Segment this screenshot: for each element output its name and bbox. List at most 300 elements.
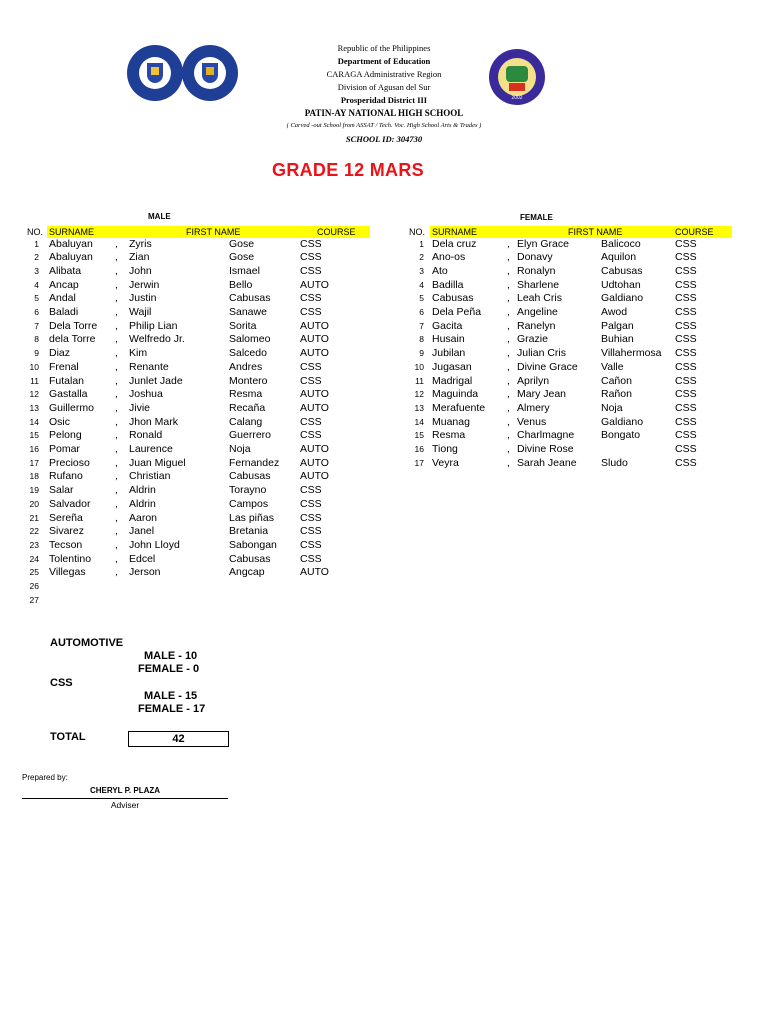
cell-no: 9: [34, 348, 39, 359]
cell-first: Laurence: [129, 443, 173, 455]
cell-comma: ,: [507, 292, 510, 305]
table-row: [0, 265, 768, 279]
cell-middle: Resma: [229, 388, 263, 401]
cell-comma: ,: [507, 264, 510, 277]
adviser-role: Adviser: [110, 800, 140, 810]
cell-course: CSS: [300, 292, 322, 305]
cell-surname: Muanag: [432, 415, 470, 428]
cell-first: Wajil: [129, 306, 152, 318]
cell-course: AUTO: [300, 333, 329, 346]
cell-middle: Cabusas: [229, 292, 271, 305]
cell-surname: Guillermo: [49, 401, 94, 414]
cell-first: Kim: [129, 347, 148, 360]
cell-middle: Sludo: [601, 456, 628, 469]
cell-middle: Gose: [229, 251, 255, 264]
cell-no: 11: [30, 375, 39, 386]
cell-course: CSS: [300, 360, 322, 373]
cell-first: Joshua: [129, 388, 163, 401]
cell-course: CSS: [675, 456, 697, 469]
cell-course: CSS: [300, 525, 322, 538]
cell-first: Aprilyn: [517, 374, 550, 387]
cell-course: CSS: [300, 374, 322, 387]
cell-middle: Galdiano: [601, 292, 644, 305]
cell-course: AUTO: [300, 347, 329, 360]
female-col-first-name: FIRST NAME: [568, 227, 623, 237]
summary-auto-female: FEMALE - 0: [138, 663, 200, 675]
cell-comma: ,: [507, 251, 510, 264]
header-republic: Republic of the Philippines: [337, 43, 431, 53]
cell-first: Elyn Grace: [517, 237, 569, 250]
cell-first: Jhon Mark: [129, 415, 179, 428]
cell-comma: ,: [115, 264, 118, 277]
cell-comma: ,: [115, 484, 118, 497]
cell-surname: Jubilan: [432, 347, 466, 360]
cell-course: AUTO: [300, 443, 329, 455]
cell-middle: Guerrero: [229, 429, 272, 442]
cell-no: 21: [29, 512, 39, 523]
cell-course: AUTO: [300, 470, 329, 483]
cell-course: CSS: [300, 511, 322, 524]
cell-comma: ,: [115, 292, 118, 305]
cell-middle: Sabongan: [229, 538, 277, 551]
cell-surname: Precioso: [49, 456, 90, 469]
male-col-surname: SURNAME: [49, 227, 95, 237]
cell-no: 20: [29, 498, 39, 509]
cell-first: Jerson: [129, 566, 161, 579]
table-row: [0, 251, 768, 265]
cell-surname: dela Torre: [49, 333, 96, 346]
cell-surname: Tolentino: [49, 552, 92, 565]
cell-middle: Noja: [229, 443, 251, 455]
cell-no: 26: [29, 581, 39, 591]
cell-first: Jivie: [129, 401, 151, 414]
cell-comma: ,: [507, 319, 510, 332]
cell-first: Almery: [517, 401, 550, 414]
cell-no: 2: [419, 252, 424, 263]
cell-middle: Torayno: [229, 484, 267, 497]
header-school: PATIN-AY NATIONAL HIGH SCHOOL: [304, 108, 464, 118]
cell-first: Juan Miguel: [129, 456, 186, 469]
cell-comma: ,: [115, 278, 118, 291]
cell-first: Charlmagne: [517, 429, 575, 442]
cell-middle: Bongato: [601, 429, 641, 442]
male-section-label: MALE: [148, 212, 171, 221]
cell-first: Aldrin: [129, 484, 156, 497]
table-row: [0, 457, 768, 471]
cell-surname: Merafuente: [432, 401, 486, 414]
table-row: [0, 553, 768, 567]
cell-surname: Gacita: [432, 319, 463, 332]
cell-middle: Ismael: [229, 264, 260, 277]
table-row: [0, 594, 768, 608]
cell-no: 2: [34, 252, 39, 263]
cell-no: 17: [414, 457, 424, 468]
cell-comma: ,: [115, 237, 118, 250]
cell-surname: Sivarez: [49, 525, 85, 538]
cell-first: Angeline: [517, 306, 558, 318]
male-col-course: COURSE: [317, 227, 356, 237]
cell-course: AUTO: [300, 456, 329, 469]
cell-surname: Tecson: [49, 538, 83, 551]
cell-surname: Alibata: [49, 264, 82, 277]
cell-no: 3: [34, 265, 39, 276]
summary-auto-male: MALE - 10: [144, 650, 198, 662]
cell-surname: Abaluyan: [49, 237, 93, 250]
cell-surname: Pelong: [49, 429, 82, 442]
cell-course: CSS: [675, 360, 697, 373]
cell-surname: Dela Torre: [49, 319, 98, 332]
cell-middle: Salcedo: [229, 347, 267, 360]
table-row: [0, 416, 768, 430]
cell-no: 11: [415, 375, 424, 386]
cell-surname: Resma: [432, 429, 466, 442]
cell-surname: Salvador: [49, 497, 91, 510]
cell-no: 13: [414, 402, 424, 413]
cell-course: CSS: [675, 429, 697, 442]
cell-surname: Baladi: [49, 306, 79, 318]
cell-comma: ,: [115, 333, 118, 346]
table-row: [0, 361, 768, 375]
cell-middle: Angcap: [229, 566, 265, 579]
male-col-first-name: FIRST NAME: [186, 227, 241, 237]
table-row: [0, 306, 768, 320]
cell-no: 24: [29, 553, 39, 564]
summary-automotive-label: AUTOMOTIVE: [50, 637, 124, 649]
cell-comma: ,: [507, 360, 510, 373]
cell-first: Janel: [129, 525, 155, 538]
cell-comma: ,: [115, 497, 118, 510]
cell-comma: ,: [507, 429, 510, 442]
table-row: [0, 333, 768, 347]
cell-surname: Jugasan: [432, 360, 472, 373]
cell-course: CSS: [300, 415, 322, 428]
male-col-no: NO.: [27, 227, 44, 237]
cell-no: 10: [29, 361, 39, 372]
table-row: [0, 320, 768, 334]
cell-no: 7: [419, 320, 424, 331]
cell-middle: Buhian: [601, 333, 634, 346]
school-seal-year: 2002: [511, 95, 523, 101]
table-row: [0, 470, 768, 484]
cell-course: AUTO: [300, 401, 329, 414]
cell-no: 15: [414, 430, 424, 441]
cell-course: CSS: [300, 306, 322, 318]
cell-course: CSS: [300, 484, 322, 497]
cell-middle: Cabusas: [229, 552, 271, 565]
cell-course: CSS: [675, 388, 697, 401]
cell-no: 12: [29, 389, 39, 400]
cell-first: Aldrin: [129, 497, 156, 510]
cell-surname: Maguinda: [432, 388, 479, 401]
cell-middle: Noja: [601, 401, 623, 414]
cell-course: CSS: [300, 429, 322, 442]
cell-middle: Bello: [229, 278, 253, 291]
cell-first: Justin: [129, 292, 157, 305]
table-row: [0, 525, 768, 539]
cell-surname: Ancap: [49, 278, 79, 291]
cell-middle: Salomeo: [229, 333, 271, 346]
cell-surname: Veyra: [432, 456, 459, 469]
cell-comma: ,: [115, 347, 118, 360]
cell-comma: ,: [115, 374, 118, 387]
cell-middle: Valle: [601, 360, 624, 373]
cell-surname: Salar: [49, 484, 74, 497]
cell-no: 4: [419, 279, 424, 290]
cell-surname: Ato: [432, 264, 448, 277]
cell-comma: ,: [507, 443, 510, 455]
cell-comma: ,: [507, 237, 510, 250]
cell-comma: ,: [115, 443, 118, 455]
cell-no: 3: [419, 265, 424, 276]
cell-surname: Andal: [49, 292, 76, 305]
adviser-name: CHERYL P. PLAZA: [89, 786, 161, 795]
cell-comma: ,: [115, 538, 118, 551]
cell-no: 19: [29, 485, 39, 496]
table-row: [0, 429, 768, 443]
cell-first: Grazie: [517, 333, 548, 346]
cell-surname: Badilla: [432, 278, 464, 291]
cell-course: CSS: [675, 306, 697, 318]
cell-middle: Galdiano: [601, 415, 644, 428]
cell-comma: ,: [115, 552, 118, 565]
cell-middle: Fernandez: [229, 456, 280, 469]
table-row: [0, 580, 768, 594]
cell-no: 23: [29, 539, 39, 550]
cell-surname: Cabusas: [432, 292, 474, 305]
cell-first: Junlet Jade: [129, 374, 183, 387]
table-row: [0, 388, 768, 402]
cell-no: 1: [34, 238, 39, 249]
cell-middle: Cabusas: [229, 470, 271, 483]
cell-course: CSS: [300, 237, 322, 250]
cell-surname: Futalan: [49, 374, 85, 387]
cell-first: Julian Cris: [517, 347, 567, 360]
cell-comma: ,: [115, 525, 118, 538]
cell-comma: ,: [507, 347, 510, 360]
cell-no: 10: [414, 361, 424, 372]
cell-comma: ,: [115, 251, 118, 264]
cell-surname: Rufano: [49, 470, 83, 483]
cell-comma: ,: [115, 429, 118, 442]
cell-comma: ,: [507, 333, 510, 346]
header-region: CARAGA Administrative Region: [326, 69, 442, 79]
cell-no: 6: [34, 307, 39, 317]
page-title: GRADE 12 MARS: [272, 160, 424, 180]
cell-middle: Sanawe: [229, 306, 267, 318]
cell-first: John Lloyd: [129, 538, 180, 551]
cell-course: CSS: [675, 347, 697, 360]
cell-no: 4: [34, 279, 39, 290]
cell-comma: ,: [507, 401, 510, 414]
cell-course: CSS: [675, 374, 697, 387]
cell-no: 12: [414, 389, 424, 400]
cell-surname: Husain: [432, 333, 465, 346]
summary-css-female: FEMALE - 17: [138, 703, 206, 715]
cell-course: CSS: [300, 251, 322, 264]
cell-course: CSS: [675, 278, 697, 291]
table-row: [0, 279, 768, 293]
cell-comma: ,: [507, 374, 510, 387]
cell-course: AUTO: [300, 388, 329, 401]
cell-comma: ,: [115, 306, 118, 318]
cell-comma: ,: [115, 415, 118, 428]
cell-first: Zian: [129, 251, 150, 264]
summary-css-label: CSS: [50, 677, 73, 689]
cell-first: Ranelyn: [517, 319, 556, 332]
cell-comma: ,: [115, 456, 118, 469]
cell-middle: Las piñas: [229, 511, 274, 524]
cell-comma: ,: [115, 566, 118, 579]
cell-comma: ,: [115, 360, 118, 373]
cell-first: Edcel: [129, 552, 156, 565]
cell-comma: ,: [507, 278, 510, 291]
male-header-bar: [47, 226, 370, 238]
table-row: [0, 292, 768, 306]
cell-middle: Gose: [229, 237, 255, 250]
cell-middle: Balicoco: [601, 237, 641, 250]
cell-course: CSS: [300, 264, 322, 277]
cell-middle: Aquilon: [601, 251, 637, 264]
header-district: Prosperidad District III: [340, 95, 428, 105]
cell-middle: Palgan: [601, 319, 634, 332]
cell-first: Mary Jean: [517, 388, 567, 401]
cell-middle: Recaña: [229, 401, 266, 414]
cell-first: Divine Grace: [517, 360, 578, 373]
cell-comma: ,: [507, 415, 510, 428]
prepared-by-label: Prepared by:: [22, 773, 68, 782]
cell-surname: Osic: [49, 415, 70, 428]
cell-course: AUTO: [300, 566, 329, 579]
cell-first: Leah Cris: [517, 292, 562, 305]
cell-middle: Villahermosa: [601, 347, 662, 360]
cell-middle: Udtohan: [601, 278, 641, 291]
cell-surname: Sereña: [49, 511, 83, 524]
cell-first: Welfredo Jr.: [129, 333, 185, 346]
cell-first: Ronalyn: [517, 264, 556, 277]
cell-surname: Dela Peña: [432, 306, 482, 318]
cell-middle: Awod: [601, 306, 628, 318]
cell-first: Divine Rose: [517, 443, 574, 455]
cell-surname: Abaluyan: [49, 251, 93, 264]
female-col-course: COURSE: [675, 227, 714, 237]
cell-course: CSS: [675, 319, 697, 332]
cell-course: CSS: [675, 401, 697, 414]
cell-middle: Sorita: [229, 319, 257, 332]
cell-surname: Madrigal: [432, 374, 473, 387]
cell-first: Aaron: [129, 511, 158, 524]
summary-css-male: MALE - 15: [144, 690, 198, 702]
cell-surname: Pomar: [49, 443, 80, 455]
cell-no: 1: [419, 238, 424, 249]
cell-no: 16: [414, 444, 424, 454]
table-row: [0, 347, 768, 361]
cell-surname: Tiong: [432, 443, 458, 455]
cell-comma: ,: [115, 470, 118, 483]
header-school-id: SCHOOL ID: 304730: [345, 134, 423, 144]
cell-first: Donavy: [517, 251, 553, 264]
summary-total-label: TOTAL: [50, 731, 86, 743]
table-row: [0, 238, 768, 252]
cell-course: CSS: [675, 292, 697, 305]
cell-middle: Montero: [229, 374, 268, 387]
cell-no: 15: [29, 430, 39, 441]
table-row: [0, 443, 768, 457]
cell-middle: Bretania: [229, 525, 269, 538]
cell-first: Philip Lian: [129, 319, 178, 332]
female-section-label: FEMALE: [520, 213, 553, 222]
cell-no: 9: [419, 348, 424, 359]
cell-no: 7: [34, 320, 39, 331]
cell-no: 14: [29, 416, 39, 427]
cell-first: Christian: [129, 470, 171, 483]
cell-first: John: [129, 264, 152, 277]
female-col-no: NO.: [409, 227, 426, 237]
cell-first: Ronald: [129, 429, 163, 442]
cell-course: CSS: [675, 333, 697, 346]
cell-surname: Ano-os: [432, 251, 466, 264]
female-col-surname: SURNAME: [432, 227, 478, 237]
cell-surname: Dela cruz: [432, 237, 477, 250]
cell-no: 25: [29, 567, 39, 578]
cell-surname: Frenal: [49, 360, 79, 373]
header-note: ( Carved -out School from ASSAT / Tech. Voc. High School Arts & Trades ): [286, 122, 482, 129]
cell-no: 16: [29, 444, 39, 454]
cell-comma: ,: [115, 401, 118, 414]
cell-no: 5: [419, 293, 424, 304]
cell-middle: Campos: [229, 497, 269, 510]
cell-no: 27: [29, 594, 39, 605]
cell-middle: Rañon: [601, 388, 632, 401]
cell-no: 8: [34, 334, 39, 345]
cell-surname: Diaz: [49, 347, 71, 360]
cell-course: CSS: [675, 443, 697, 455]
cell-no: 18: [29, 471, 39, 482]
table-row: [0, 402, 768, 416]
cell-first: Renante: [129, 360, 169, 373]
cell-middle: Cabusas: [601, 264, 643, 277]
cell-comma: ,: [115, 511, 118, 524]
cell-surname: Gastalla: [49, 388, 88, 401]
header-division: Division of Agusan del Sur: [337, 82, 431, 92]
cell-course: CSS: [300, 497, 322, 510]
cell-first: Sarah Jeane: [517, 456, 577, 469]
table-row: [0, 539, 768, 553]
cell-course: AUTO: [300, 319, 329, 332]
table-row: [0, 512, 768, 526]
cell-no: 14: [414, 416, 424, 427]
cell-course: CSS: [675, 264, 697, 277]
table-row: [0, 498, 768, 512]
cell-middle: Cañon: [601, 374, 632, 387]
cell-middle: Andres: [229, 360, 263, 373]
table-row: [0, 484, 768, 498]
cell-course: CSS: [675, 251, 697, 264]
female-header-bar: [430, 226, 732, 238]
summary-total-value: 42: [128, 731, 229, 747]
cell-no: 13: [29, 402, 39, 413]
cell-no: 8: [419, 334, 424, 345]
header-department: Department of Education: [337, 56, 431, 66]
cell-comma: ,: [507, 456, 510, 469]
cell-first: Sharlene: [517, 278, 560, 291]
cell-no: 6: [419, 307, 424, 317]
cell-course: CSS: [300, 538, 322, 551]
cell-no: 17: [29, 457, 39, 468]
cell-first: Venus: [517, 415, 547, 428]
cell-comma: ,: [115, 319, 118, 332]
table-row: [0, 566, 768, 580]
table-row: [0, 375, 768, 389]
